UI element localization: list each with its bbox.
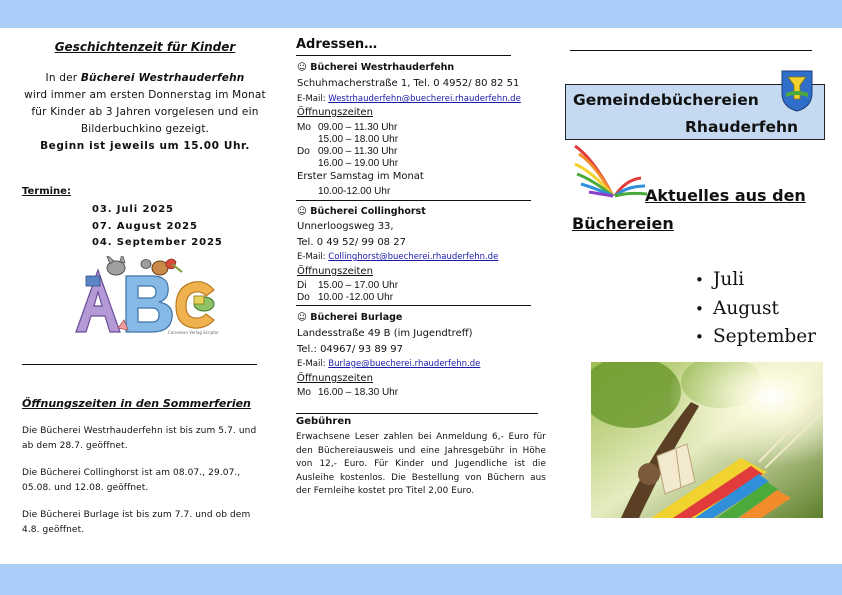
library-coll-phone: Tel. 0 49 52/ 99 08 27	[297, 237, 406, 248]
library-west-email-link[interactable]: Westrhauderfehn@buecherei.rhauderfehn.de	[328, 94, 521, 104]
day-label: Do	[297, 146, 310, 157]
rainbow-book-icon	[569, 140, 649, 202]
story-line-1-pre: In der	[45, 72, 81, 84]
library-west-saturday-time: 10.00-12.00 Uhr	[318, 186, 391, 197]
summer-westrhauderfehn: Die Bücherei Westrhauderfehn ist bis zum 5.7. und ab dem 28.7. geöffnet.	[22, 426, 257, 451]
date-item: 04. September 2025	[92, 237, 223, 248]
library-coll-name: ☺ Bücherei Collinghorst	[297, 206, 426, 217]
month-item: • September	[695, 323, 816, 352]
library-west-address: Schuhmacherstraße 1, Tel. 0 4952/ 80 82 51	[297, 78, 520, 89]
library-coll-email-link[interactable]: Collinghorst@buecherei.rhauderfehn.de	[328, 252, 499, 262]
library-west-hours	[297, 122, 398, 170]
library-burl-name: ☺ Bücherei Burlage	[297, 312, 403, 323]
divider-line	[570, 50, 812, 51]
library-coll-address: Unnerloogsweg 33,	[297, 221, 394, 232]
library-burl-hours-label: Öffnungszeiten	[297, 373, 373, 384]
story-time-title: Geschichtenzeit für Kinder	[54, 40, 236, 54]
story-start-time: Beginn ist jeweils um 15.00 Uhr.	[40, 140, 250, 152]
library-west-email-row	[297, 94, 521, 104]
hammock-reading-photo	[591, 362, 823, 518]
municipal-crest-icon	[780, 69, 814, 113]
abc-illustration	[68, 256, 228, 336]
time-range: 09.00 – 11.30 Uhr	[318, 146, 398, 157]
library-west-saturday: Erster Samstag im Monat	[297, 171, 424, 182]
divider-line	[296, 200, 531, 201]
library-west-name: ☺ Bücherei Westrhauderfehn	[297, 62, 455, 73]
story-time-text	[20, 70, 270, 155]
day-label: Di	[297, 280, 307, 291]
bottom-band	[0, 564, 842, 595]
time-range: 15.00 – 18.00 Uhr	[318, 134, 399, 145]
story-line-3: für Kinder ab 3 Jahren vorgelesen und ein	[31, 106, 259, 118]
month-item: • August	[695, 295, 816, 324]
divider-line	[296, 55, 511, 56]
story-library-name: Bücherei Westrhauderfehn	[80, 72, 245, 84]
time-range: 09.00 – 11.30 Uhr	[318, 122, 398, 133]
library-burl-email-link[interactable]: Burlage@buecherei.rhauderfehn.de	[328, 359, 481, 369]
email-label: E-Mail:	[297, 94, 329, 104]
day-label: Mo	[297, 122, 311, 133]
top-band	[0, 0, 842, 28]
logo-line-1: Gemeindebüchereien	[573, 91, 759, 109]
divider-line	[22, 364, 257, 365]
library-burl-email-row	[297, 359, 480, 369]
date-item: 07. August 2025	[92, 220, 198, 232]
dates-list	[92, 202, 223, 252]
story-line-4: Bilderbuchkino gezeigt.	[80, 123, 210, 135]
logo-line-2: Rhauderfehn	[685, 118, 799, 136]
library-burl-phone: Tel.: 04967/ 93 89 97	[297, 344, 403, 355]
month-item: • Juli	[695, 266, 816, 295]
summer-hours-title: Öffnungszeiten in den Sommerferien	[22, 397, 251, 410]
fees-text: Erwachsene Leser zahlen bei Anmeldung 6,- Euro für den Büchereiausweis und eine Jahresgebühr in Höhe von 12,- Euro. Für Kinder und Jugendliche ist die Ausleihe kostenlos. Die Bestellung von Büchern aus der Fernleihe kostet pro Titel 2,00 Euro.	[296, 432, 546, 496]
library-coll-hours	[297, 280, 398, 304]
time-range: 16.00 – 19.00 Uhr	[318, 158, 399, 169]
library-coll-email-row	[297, 252, 498, 262]
library-burl-hours	[297, 387, 398, 399]
abc-caption: Cornelsen Verlag Scriptor	[168, 330, 219, 335]
email-label: E-Mail:	[297, 252, 329, 262]
fees-title: Gebühren	[296, 416, 352, 427]
story-line-2: wird immer am ersten Donnerstag im Monat	[24, 89, 266, 101]
addresses-title: Adressen…	[296, 37, 378, 52]
library-burl-address: Landesstraße 49 B (im Jugendtreff)	[297, 328, 473, 339]
summer-collinghorst: Die Bücherei Collinghorst ist am 08.07., 29.07., 05.08. und 12.08. geöffnet.	[22, 468, 241, 493]
headline-line-1: Aktuelles aus den	[645, 186, 806, 205]
months-list	[695, 266, 816, 352]
day-label: Do	[297, 292, 310, 303]
summer-burlage: Die Bücherei Burlage ist bis zum 7.7. und ob dem 4.8. geöffnet.	[22, 510, 251, 535]
dates-label: Termine:	[22, 186, 71, 197]
divider-line	[296, 413, 538, 414]
library-coll-hours-label: Öffnungszeiten	[297, 266, 373, 277]
time-range: 10.00 -12.00 Uhr	[318, 292, 394, 303]
email-label: E-Mail:	[297, 359, 329, 369]
time-range: 16.00 – 18.30 Uhr	[318, 387, 399, 398]
date-item: 03. Juli 2025	[92, 204, 174, 215]
library-west-hours-label: Öffnungszeiten	[297, 107, 373, 118]
divider-line	[296, 305, 531, 306]
headline-line-2: Büchereien	[572, 214, 674, 233]
time-range: 15.00 – 17.00 Uhr	[318, 280, 399, 291]
day-label: Mo	[297, 387, 311, 398]
